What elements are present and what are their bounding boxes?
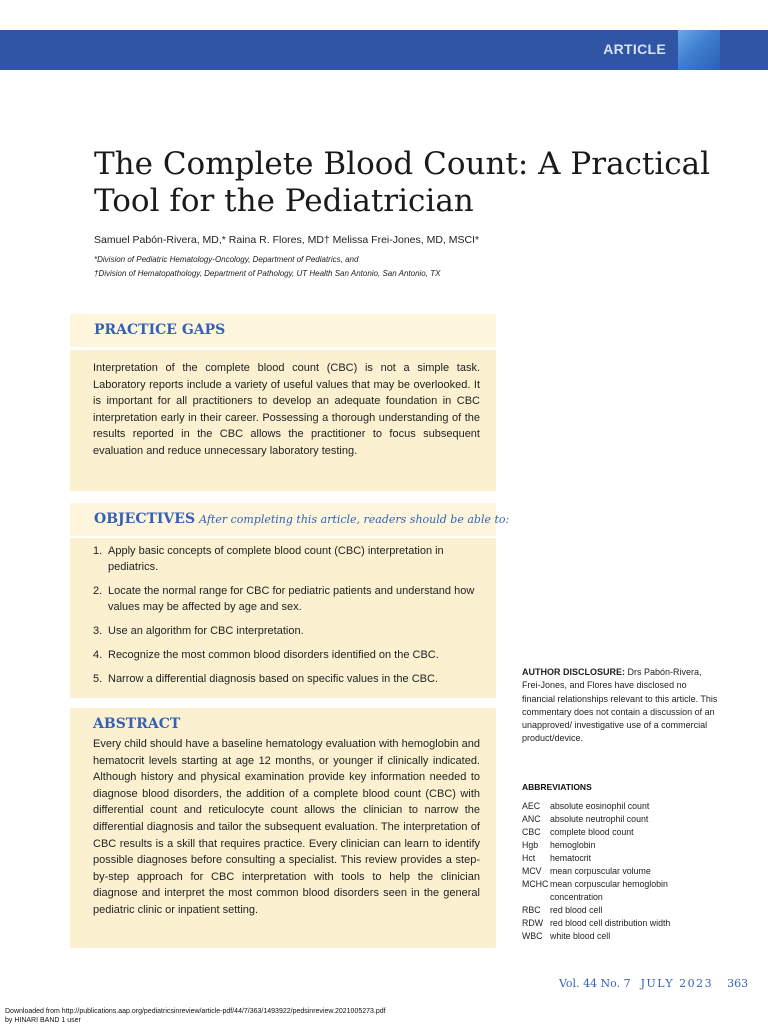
volume-issue: Vol. 44 No. 7 xyxy=(559,977,631,990)
abbreviation-row xyxy=(522,826,722,839)
page-number: 363 xyxy=(727,977,749,990)
abbreviation-key: ANC xyxy=(522,814,541,824)
article-title: The Complete Blood Count: A Practical Tool for the Pediatrician xyxy=(94,146,711,219)
objectives-header xyxy=(70,503,510,536)
abbreviation-meaning: absolute neutrophil count xyxy=(550,814,649,824)
practice-gaps-box xyxy=(70,350,496,491)
objective-item xyxy=(93,583,482,615)
abbreviation-key: MCV xyxy=(522,866,542,876)
article-banner xyxy=(0,30,768,70)
objective-item xyxy=(93,647,482,663)
author-disclosure xyxy=(522,666,722,746)
download-user: by HINARI BAND 1 user xyxy=(5,1017,81,1024)
abstract-text: Every child should have a baseline hematology evaluation with hemoglobin and hematocrit levels starting at age 12 months, or younger if clinically indicated. Although history and physical examination provide key information needed to diagnose blood disorders, the addition of a complete blood count (CBC) with differential count and reticulocyte count allows the clinician to narrow the differential diagnosis and tailor the subsequent evaluation. The interpretation of CBC results is a skill that requires practice. Every clinician can learn to identify possible diagnoses before consulting a specialist. This review provides a step-by-step approach for CBC interpretation with tools to help the clinician diagnose and interpret the most common blood disorders seen in the general pediatric clinic or inpatient setting. xyxy=(93,738,480,916)
objective-text: Narrow a differential diagnosis based on specific values in the CBC. xyxy=(108,673,438,685)
abbreviation-key: AEC xyxy=(522,801,541,811)
objectives-subheading: After completing this article, readers should be able to: xyxy=(199,513,510,526)
practice-gaps-header xyxy=(70,314,496,347)
abbreviation-row xyxy=(522,917,722,930)
abbreviation-meaning: red blood cell distribution width xyxy=(550,918,671,928)
abbreviation-meaning: mean corpuscular hemoglobin concentration xyxy=(550,879,668,902)
abbreviation-row xyxy=(522,813,722,826)
objective-item xyxy=(93,543,482,575)
abbreviation-meaning: complete blood count xyxy=(550,827,634,837)
objective-text: Recognize the most common blood disorders identified on the CBC. xyxy=(108,649,439,661)
objectives-heading: OBJECTIVES xyxy=(94,511,196,527)
abbreviations-heading: ABBREVIATIONS xyxy=(522,782,592,792)
objective-number: 5. xyxy=(93,673,103,685)
objective-text: Locate the normal range for CBC for pediatric patients and understand how values may be affected by age and sex. xyxy=(108,585,475,613)
abbreviation-row xyxy=(522,839,722,852)
abbreviations-list xyxy=(522,800,722,943)
affiliation-2: †Division of Hematopathology, Department of Pathology, UT Health San Antonio, San Antonio, TX xyxy=(94,269,441,278)
objective-number: 2. xyxy=(93,585,103,597)
objective-item xyxy=(93,623,482,639)
banner-decoration xyxy=(678,30,720,70)
affiliation-1: *Division of Pediatric Hematology-Oncology, Department of Pediatrics, and xyxy=(94,255,359,264)
abbreviation-meaning: absolute eosinophil count xyxy=(550,801,650,811)
journal-footer xyxy=(559,977,748,990)
abbreviation-row xyxy=(522,878,722,904)
objective-text: Use an algorithm for CBC interpretation. xyxy=(108,625,304,637)
objective-item xyxy=(93,671,482,687)
abbreviation-meaning: mean corpuscular volume xyxy=(550,866,651,876)
abbreviation-meaning: hematocrit xyxy=(550,853,592,863)
abstract-box xyxy=(70,708,496,948)
abbreviation-row xyxy=(522,904,722,917)
disclosure-label: AUTHOR DISCLOSURE: xyxy=(522,667,625,677)
abbreviation-row xyxy=(522,800,722,813)
abbreviation-key: CBC xyxy=(522,827,541,837)
abbreviation-row xyxy=(522,852,722,865)
author-list: Samuel Pabón-Rivera, MD,* Raina R. Flores, MD† Melissa Frei-Jones, MD, MSCI* xyxy=(94,234,480,246)
issue-date: JULY 2023 xyxy=(640,977,714,990)
disclosure-text: Drs Pabón-Rivera, Frei-Jones, and Flores have disclosed no financial relationships relevant to this article. This commentary does not contain a discussion of an unapproved/ investigative use of a commercial product/device. xyxy=(522,667,718,744)
abbreviation-key: Hct xyxy=(522,853,536,863)
abstract-heading: ABSTRACT xyxy=(93,716,181,732)
abbreviation-meaning: hemoglobin xyxy=(550,840,596,850)
practice-gaps-text: Interpretation of the complete blood count (CBC) is not a simple task. Laboratory reports include a variety of useful values that may be overlooked. It is important for all practitioners to develop an adequate foundation in CBC interpretation early in their career. Possessing a thorough understanding of the results reported in the CBC allows the practitioner to focus subsequent evaluation and reduce unnecessary laboratory testing. xyxy=(93,362,480,457)
objectives-box xyxy=(70,538,496,698)
objectives-heading-line xyxy=(94,511,509,527)
objective-text: Apply basic concepts of complete blood count (CBC) interpretation in pediatrics. xyxy=(108,545,444,573)
abbreviation-row xyxy=(522,865,722,878)
download-notice: Downloaded from http://publications.aap.org/pediatricsinreview/article-pdf/44/7/363/1493922/pedsinreview.2021005273.pdf xyxy=(5,1008,386,1015)
abbreviation-meaning: red blood cell xyxy=(550,905,603,915)
abbreviation-key: Hgb xyxy=(522,840,539,850)
article-type-label: ARTICLE xyxy=(603,41,666,57)
abbreviation-key: RDW xyxy=(522,918,544,928)
practice-gaps-heading: PRACTICE GAPS xyxy=(94,322,226,338)
abbreviation-key: WBC xyxy=(522,931,543,941)
objective-number: 3. xyxy=(93,625,103,637)
objective-number: 1. xyxy=(93,545,103,557)
abbreviation-key: MCHC xyxy=(522,879,549,889)
abbreviation-meaning: white blood cell xyxy=(550,931,611,941)
abbreviation-row xyxy=(522,930,722,943)
objective-number: 4. xyxy=(93,649,103,661)
abbreviation-key: RBC xyxy=(522,905,541,915)
